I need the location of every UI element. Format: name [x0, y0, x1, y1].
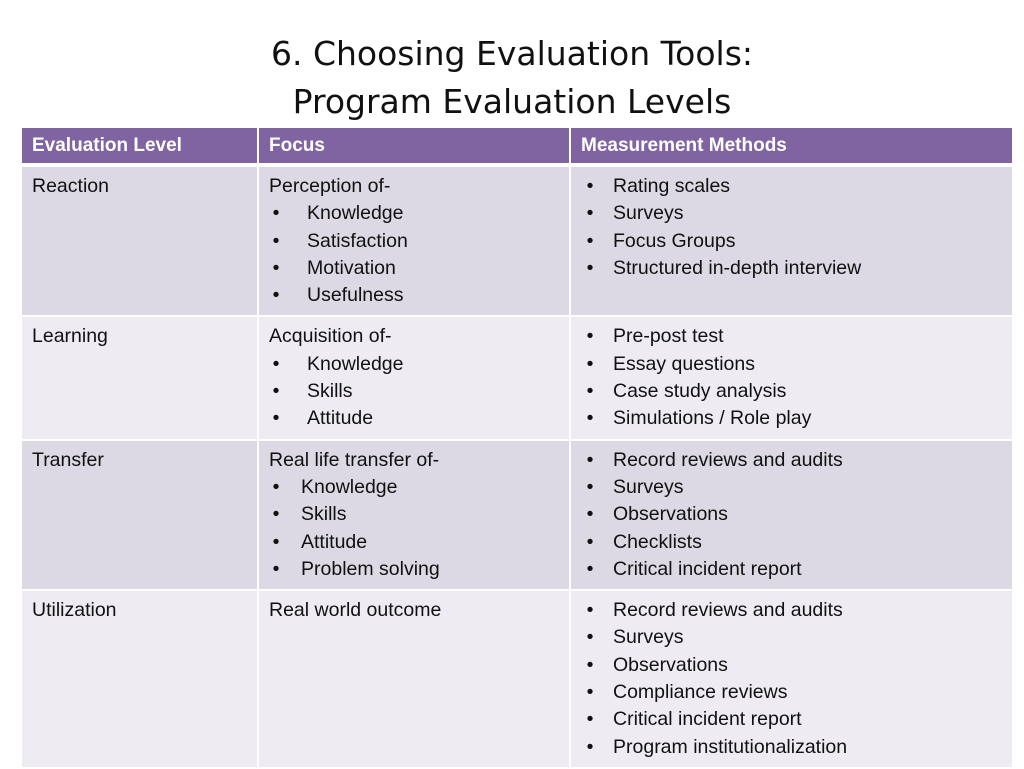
table-row	[21, 590, 1013, 768]
focus-cell	[258, 590, 570, 768]
bullet-icon: •	[272, 530, 280, 553]
bullet-icon: •	[586, 557, 594, 580]
bullet-icon: •	[586, 475, 594, 498]
method-item: • Structured in-depth interview	[581, 255, 1002, 282]
bullet-icon: •	[586, 175, 594, 197]
bullet-icon: •	[272, 557, 280, 580]
method-item: • Record reviews and audits	[581, 597, 1002, 624]
method-item: • Surveys	[581, 474, 1002, 501]
method-item: • Pre-post test	[581, 323, 1002, 350]
evaluation-levels-table	[20, 126, 1014, 769]
level-cell: Utilization	[21, 590, 258, 768]
header-evaluation-level: Evaluation Level	[21, 127, 258, 165]
bullet-icon: •	[272, 256, 280, 279]
methods-list	[581, 323, 1002, 432]
focus-cell	[258, 316, 570, 439]
bullet-icon: •	[272, 407, 280, 430]
method-item: • Case study analysis	[581, 378, 1002, 405]
method-item: • Observations	[581, 652, 1002, 679]
bullet-icon: •	[586, 626, 594, 649]
bullet-icon: •	[586, 681, 594, 704]
focus-item: • Satisfaction	[269, 228, 559, 255]
focus-intro: Real life transfer of-	[269, 448, 440, 471]
bullet-icon: •	[586, 325, 594, 348]
methods-list	[581, 597, 1002, 761]
focus-item: • Problem solving	[269, 556, 559, 583]
bullet-icon: •	[586, 380, 594, 403]
title-line-2: Program Evaluation Levels	[292, 82, 732, 121]
table-header-row	[21, 127, 1013, 165]
bullet-icon: •	[272, 202, 280, 225]
focus-intro: Real world outcome	[269, 599, 442, 622]
bullet-icon: •	[586, 708, 594, 731]
focus-item: • Usefulness	[269, 282, 559, 309]
method-item: • Critical incident report	[581, 706, 1002, 733]
methods-list	[581, 173, 1002, 282]
level-cell: Transfer	[21, 440, 258, 590]
method-item: • Rating scales	[581, 173, 1002, 200]
bullet-icon: •	[586, 202, 594, 225]
table-row	[21, 165, 1013, 316]
method-item: • Surveys	[581, 200, 1002, 227]
bullet-icon: •	[272, 284, 280, 307]
method-item: • Program institutionalization	[581, 734, 1002, 761]
focus-intro: Acquisition of-	[269, 325, 392, 348]
bullet-icon: •	[272, 475, 280, 498]
bullet-icon: •	[586, 735, 594, 758]
method-item: • Record reviews and audits	[581, 447, 1002, 474]
methods-list	[581, 447, 1002, 583]
slide-title	[0, 30, 1024, 126]
bullet-icon: •	[586, 407, 594, 430]
method-item: • Checklists	[581, 529, 1002, 556]
focus-item: • Knowledge	[269, 474, 559, 501]
focus-list	[269, 351, 559, 433]
focus-item: • Skills	[269, 378, 559, 405]
focus-cell	[258, 165, 570, 316]
bullet-icon: •	[586, 448, 594, 471]
methods-cell	[570, 590, 1013, 768]
method-item: • Simulations / Role play	[581, 405, 1002, 432]
level-cell: Reaction	[21, 165, 258, 316]
focus-list	[269, 474, 559, 583]
method-item: • Observations	[581, 501, 1002, 528]
focus-item: • Attitude	[269, 405, 559, 432]
methods-cell	[570, 316, 1013, 439]
focus-item: • Attitude	[269, 529, 559, 556]
bullet-icon: •	[272, 380, 280, 403]
bullet-icon: •	[586, 530, 594, 553]
method-item: • Focus Groups	[581, 228, 1002, 255]
method-item: • Compliance reviews	[581, 679, 1002, 706]
header-measurement-methods: Measurement Methods	[570, 127, 1013, 165]
focus-list	[269, 200, 559, 309]
bullet-icon: •	[272, 352, 280, 375]
focus-item: • Motivation	[269, 255, 559, 282]
bullet-icon: •	[586, 653, 594, 676]
method-item: • Surveys	[581, 624, 1002, 651]
bullet-icon: •	[586, 503, 594, 526]
bullet-icon: •	[586, 599, 594, 622]
focus-intro: Perception of-	[269, 175, 391, 197]
bullet-icon: •	[586, 352, 594, 375]
methods-cell	[570, 440, 1013, 590]
focus-cell	[258, 440, 570, 590]
table-row	[21, 440, 1013, 590]
table-row	[21, 316, 1013, 439]
header-focus: Focus	[258, 127, 570, 165]
bullet-icon: •	[272, 503, 280, 526]
method-item: • Critical incident report	[581, 556, 1002, 583]
bullet-icon: •	[586, 229, 594, 252]
focus-item: • Knowledge	[269, 351, 559, 378]
methods-cell	[570, 165, 1013, 316]
title-line-1: 6. Choosing Evaluation Tools:	[270, 34, 754, 73]
focus-item: • Skills	[269, 501, 559, 528]
bullet-icon: •	[272, 229, 280, 252]
bullet-icon: •	[586, 256, 594, 279]
focus-item: • Knowledge	[269, 200, 559, 227]
method-item: • Essay questions	[581, 351, 1002, 378]
level-cell: Learning	[21, 316, 258, 439]
